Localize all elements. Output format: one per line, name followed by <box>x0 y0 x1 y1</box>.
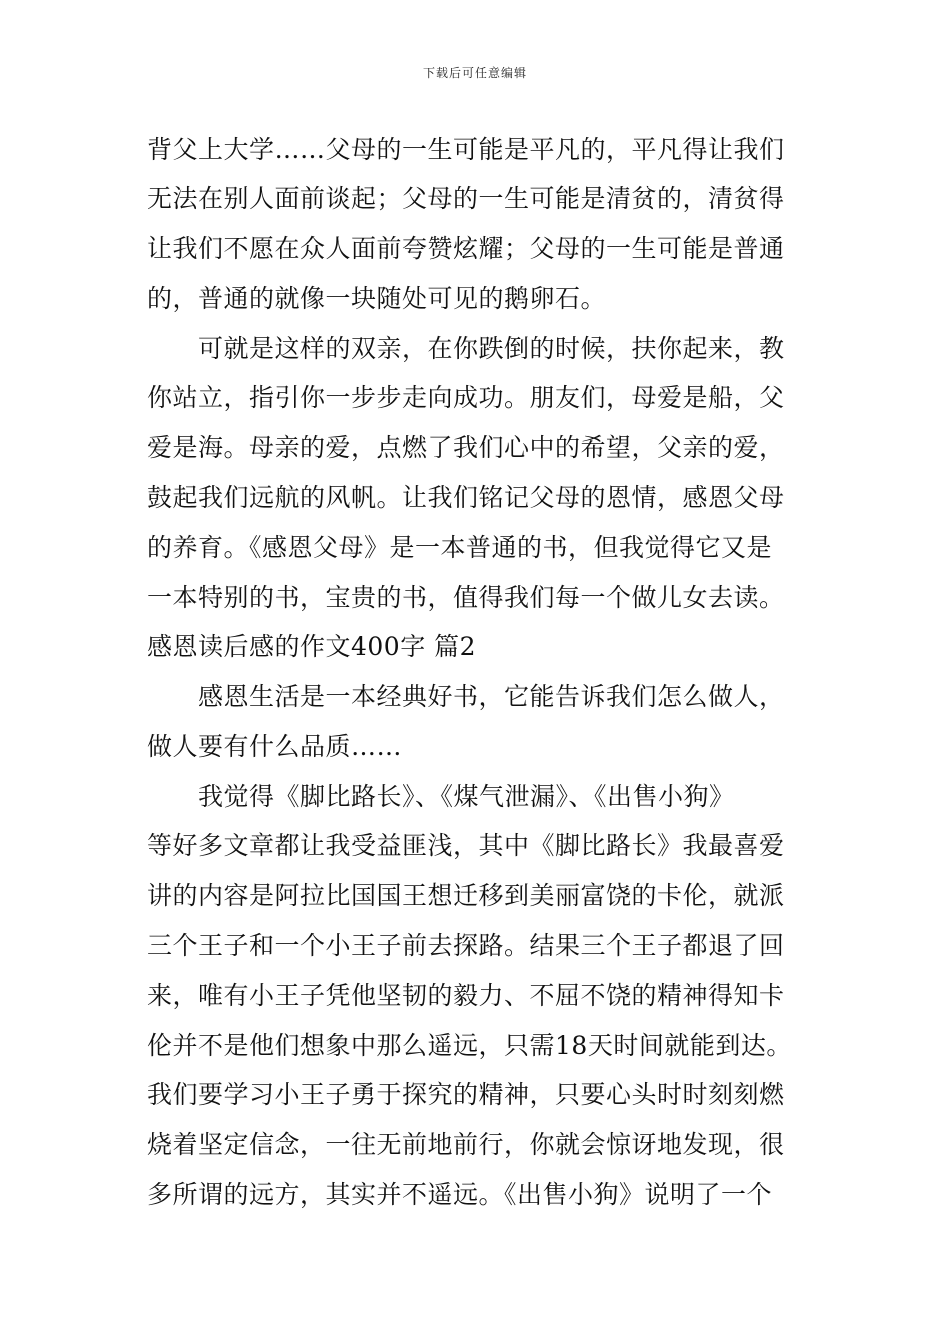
text-line: 让我们不愿在众人面前夸赞炫耀；父母的一生可能是普通 <box>147 234 785 263</box>
text-line: 我们要学习小王子勇于探究的精神，只要心头时时刻刻燃 <box>147 1080 785 1109</box>
text-line: 三个王子和一个小王子前去探路。结果三个王子都退了回 <box>147 931 785 960</box>
text-line: 你站立，指引你一步步走向成功。朋友们，母爱是船，父 <box>147 383 785 412</box>
text-line: 的，普通的就像一块随处可见的鹅卵石。 <box>147 284 607 313</box>
text-line: 烧着坚定信念，一往无前地前行，你就会惊讶地发现，很 <box>147 1130 785 1159</box>
text-line: 伦并不是他们想象中那么遥远，只需18天时间就能到达。 <box>147 1031 792 1060</box>
text-line: 背父上大学……父母的一生可能是平凡的，平凡得让我们 <box>147 135 785 164</box>
text-line: 来，唯有小王子凭他坚韧的毅力、不屈不饶的精神得知卡 <box>147 981 785 1010</box>
paragraph-start: 我觉得《脚比路长》、《煤气泄漏》、《出售小狗》 <box>198 782 735 811</box>
text-line: 做人要有什么品质…… <box>147 732 403 761</box>
text-line: 讲的内容是阿拉比国国王想迁移到美丽富饶的卡伦，就派 <box>147 881 785 910</box>
paragraph-start: 感恩生活是一本经典好书，它能告诉我们怎么做人， <box>198 682 785 711</box>
text-line: 一本特别的书，宝贵的书，值得我们每一个做儿女去读。 <box>147 583 785 612</box>
page-header: 下载后可任意编辑 <box>422 66 527 80</box>
text-line: 多所谓的远方，其实并不遥远。《出售小狗》说明了一个 <box>147 1180 773 1209</box>
text-line: 爱是海。母亲的爱，点燃了我们心中的希望，父亲的爱， <box>147 433 785 462</box>
paragraph-start: 可就是这样的双亲，在你跌倒的时候，扶你起来，教 <box>198 334 785 363</box>
text-line: 鼓起我们远航的风帆。让我们铭记父母的恩情，感恩父母 <box>147 483 785 512</box>
text-line: 等好多文章都让我受益匪浅，其中《脚比路长》我最喜爱 <box>147 831 785 860</box>
section-heading: 感恩读后感的作文400字 篇2 <box>147 632 477 661</box>
text-line: 的养育。《感恩父母》是一本普通的书，但我觉得它又是 <box>147 533 773 562</box>
text-line: 无法在别人面前谈起；父母的一生可能是清贫的，清贫得 <box>147 184 785 213</box>
